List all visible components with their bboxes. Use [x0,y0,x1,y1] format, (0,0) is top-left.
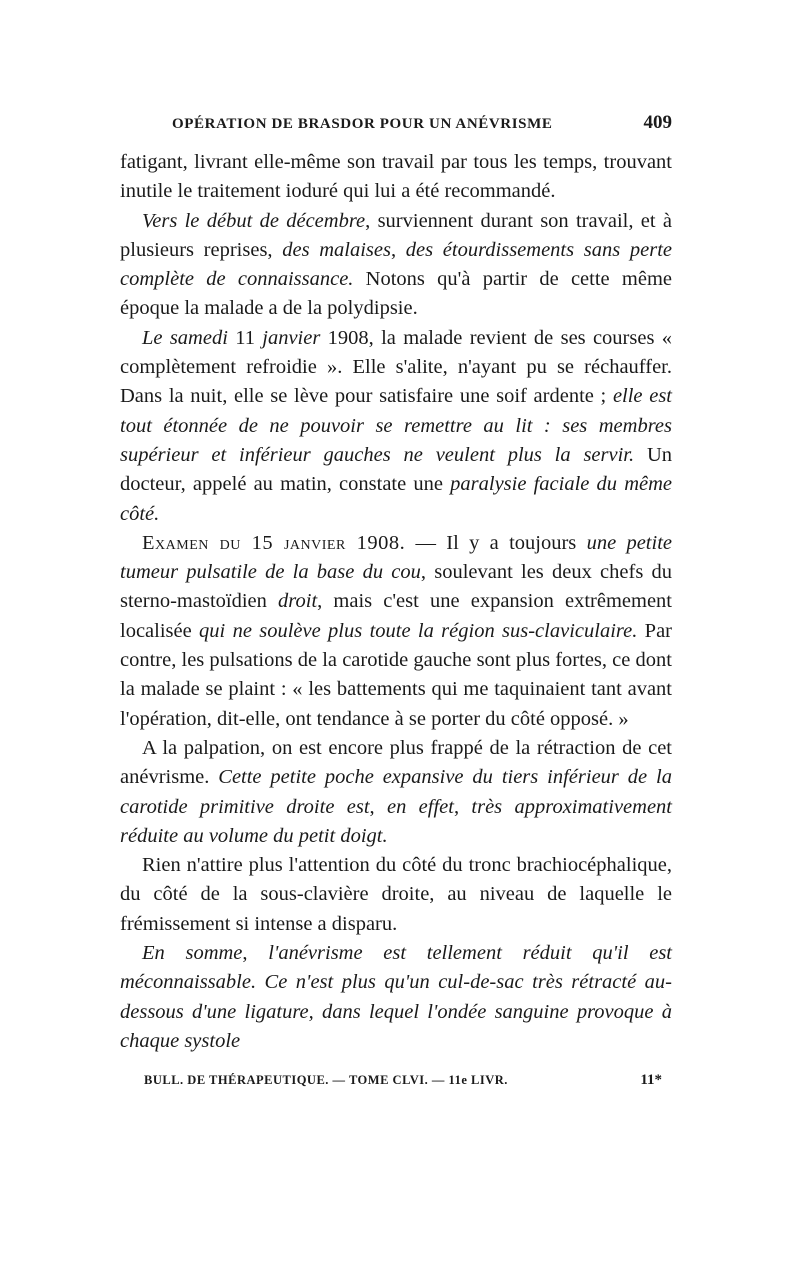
italic-run: en effet [386,795,454,818]
italic-run: très approximativement réduite au volume du petit doigt. [120,795,672,847]
page-footer [120,1072,672,1089]
running-head [120,112,672,134]
italic-run: Le samedi [142,326,228,349]
italic-run: En somme [142,942,243,965]
paragraph [120,148,672,207]
text-run: 11 [227,326,263,349]
italic-run: paralysie faciale du même côté. [120,473,672,525]
paragraph [120,207,672,324]
running-title: OPÉRATION DE BRASDOR POUR UN ANÉVRISME [172,116,553,132]
italic-run: des malaises [282,238,391,261]
text-run: Un docteur, appelé au matin, constate une [120,443,672,496]
text-run: A la palpation, on est encore plus frappé de la rétraction de cet anévrisme. [120,736,672,789]
paragraph [120,734,672,851]
text-run: , soulevant les deux chefs du sterno-mastoïdien [120,561,673,613]
italic-run: une petite tumeur pulsatile de la base du cou [120,531,672,584]
italic-run: l'anévrisme est tellement réduit qu'il est méconnaissable. Ce n'est plus qu'un cul-de-sac très rétracté au-dessous d'une ligature, dans lequel l'ondée sanguine provoque à chaque systole [120,942,672,1052]
page-number: 409 [643,112,672,133]
journal-signature-line: BULL. DE THÉRAPEUTIQUE. — TOME CLVI. — 11e LIVR. [144,1073,508,1088]
book-page [120,112,672,1089]
text-run: Notons qu'à partir de cette même époque la malade a de la polydipsie. [120,268,672,320]
paragraph [120,851,672,939]
text-run: , [369,795,387,818]
paragraph [120,324,672,529]
italic-run: qui ne soulève plus toute la région sus-claviculaire. [199,619,638,642]
italic-run: janvier [262,326,321,349]
italic-run: des étourdissements sans perte complète de connaissance. [120,238,673,291]
body-text [120,148,672,1056]
small-caps-run: Examen du 15 janvier 1908. [142,531,406,554]
text-run: , [390,238,406,261]
paragraph [120,529,672,734]
text-run: Rien n'attire plus l'attention du côté du tronc brachiocéphalique, du côté de la sous-clavière droite, au niveau de laquelle le frémissement si intense a disparu. [120,854,672,935]
italic-run: Cette petite poche expansive du tiers inférieur de la carotide primitive droite est [120,766,672,818]
italic-run: Vers le début de décembre [142,209,366,232]
text-run: 1908, la malade revient de ses courses « complètement refroidie ». Elle s'alite, n'ayant pu se réchauffer. Dans la nuit, elle se lève pour satisfaire une soif ardente ; [120,326,672,408]
text-run: fatigant, livrant elle-même son travail par tous les temps, trouvant inutile le traitement ioduré qui lui a été recommandé. [120,151,672,203]
italic-run: droit [278,590,318,613]
text-run: , surviennent durant son travail, et à plusieurs reprises, [120,209,672,261]
text-run: , [453,795,472,818]
sheet-signature: 11* [640,1072,662,1089]
text-run: , [242,942,269,965]
italic-run: elle est tout étonnée de ne pouvoir se remettre au lit : ses membres supérieur et inférieur gauches ne veulent plus la servir. [120,385,672,466]
text-run: Par contre, les pulsations de la carotide gauche sont plus fortes, ce dont la malade se plaint : « les battements qui me taquinaient tant avant l'opération, dit-elle, ont tendance à se porter du côté opposé. » [120,619,672,730]
text-run: , mais c'est une expansion extrêmement localisée [120,590,672,642]
text-run: — Il y a toujours [405,531,587,554]
paragraph [120,939,672,1056]
